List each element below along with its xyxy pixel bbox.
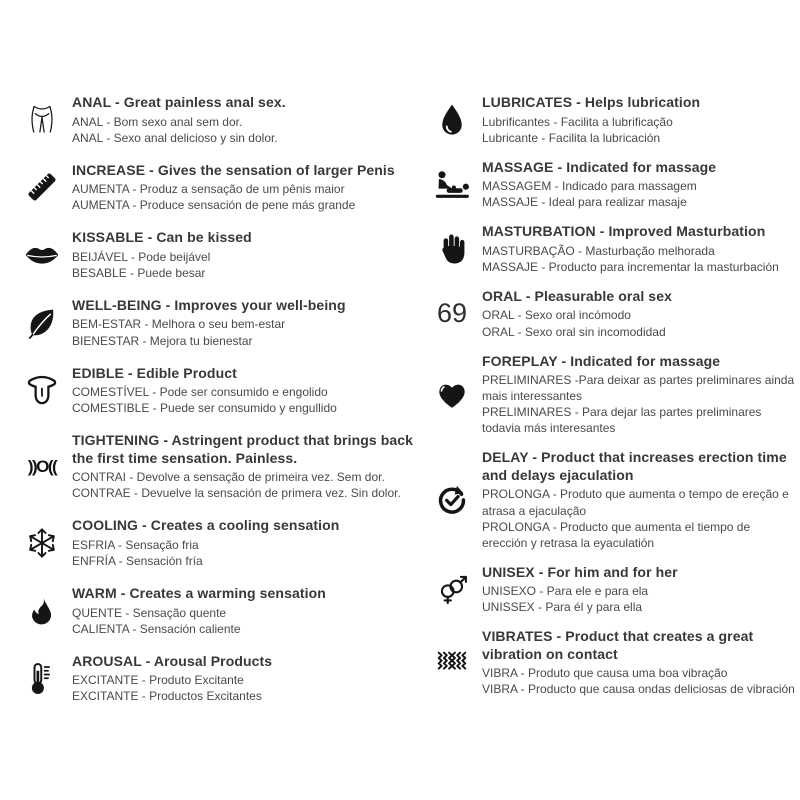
feature-subtitle-es: PRELIMINARES - Para dejar las partes preliminares todavia más interesantes: [482, 405, 762, 436]
hand-icon: [432, 233, 472, 265]
snowflake-icon: [22, 527, 62, 559]
feature-subtitle-es: MASSAJE - Ideal para realizar masaje: [482, 195, 687, 210]
feature-lubricates: [432, 94, 796, 146]
feature-subtitle-es: BIENESTAR - Mejora tu bienestar: [72, 333, 253, 348]
feature-subtitle-es: CONTRAE - Devuelve la sensación de primera vez. Sin dolor.: [72, 486, 401, 501]
sixty-nine-icon: [432, 300, 472, 327]
feature-subtitle-pt: ORAL - Sexo oral incómodo: [482, 308, 631, 323]
feature-title: DELAY - Product that increases erection time and delays ejaculation: [482, 449, 787, 483]
massage-icon: [432, 168, 472, 200]
feature-title: MASSAGE - Indicated for massage: [482, 158, 717, 175]
feature-subtitle-es: EXCITANTE - Productos Excitantes: [72, 689, 262, 704]
feature-subtitle-pt: CONTRAI - Devolve a sensação de primeira vez. Sem dor.: [72, 470, 385, 485]
sixty-nine-glyph: 69: [436, 298, 468, 329]
feature-foreplay: [432, 353, 796, 437]
right-column: [432, 94, 796, 711]
feature-tightening: [22, 432, 414, 501]
lips-icon: [22, 244, 62, 266]
feature-title: LUBRICATES - Helps lubrication: [482, 94, 701, 110]
feature-masturbation: [432, 223, 796, 275]
feature-subtitle-pt: UNISEXO - Para ele e para ela: [482, 584, 649, 599]
feature-subtitle-es: ENFRÍA - Sensación fría: [72, 554, 203, 569]
feature-subtitle-pt: PROLONGA - Produto que aumenta o tempo de ereção e atrasa a ejaculação: [482, 487, 789, 518]
feature-subtitle-es: BESABLE - Puede besar: [72, 265, 206, 280]
feature-title: WARM - Creates a warming sensation: [72, 585, 326, 602]
feature-delay: [432, 449, 796, 550]
heart-icon: [432, 380, 472, 410]
feature-anal: [22, 94, 414, 146]
feature-subtitle-es: MASSAJE - Producto para incrementar la masturbación: [482, 259, 779, 274]
feature-title: VIBRATES - Product that creates a great vibration on contact: [482, 628, 754, 662]
feature-edible: [22, 365, 414, 417]
feature-title: INCREASE - Gives the sensation of larger Penis: [72, 161, 395, 178]
feature-subtitle-es: CALIENTA - Sensación caliente: [72, 621, 241, 636]
feature-subtitle-pt: PRELIMINARES -Para deixar as partes preliminares ainda mais interessantes: [482, 373, 795, 404]
tongue-icon: [22, 374, 62, 406]
feature-subtitle-pt: AUMENTA - Produz a sensação de um pênis maior: [72, 182, 345, 197]
feature-title: COOLING - Creates a cooling sensation: [72, 517, 340, 534]
feature-title: TIGHTENING - Astringent product that brings back the first time sensation. Painless.: [72, 432, 414, 466]
tightening-icon: [22, 457, 62, 477]
feature-arousal: [22, 653, 414, 705]
feature-subtitle-pt: MASSAGEM - Indicado para massagem: [482, 179, 697, 194]
feature-warm: [22, 585, 414, 637]
droplet-icon: [432, 103, 472, 137]
delay-clock-icon: [432, 484, 472, 516]
feature-title: ORAL - Pleasurable oral sex: [482, 287, 672, 304]
feature-massage: [432, 159, 796, 211]
feature-title: WELL-BEING - Improves your well-being: [72, 296, 346, 313]
feature-title: EDIBLE - Edible Product: [72, 364, 237, 381]
feature-subtitle-pt: MASTURBAÇÃO - Masturbação melhorada: [482, 243, 715, 258]
feature-subtitle-es: UNISSEX - Para él y para ella: [482, 600, 643, 615]
tightening-glyph: ))O((: [27, 456, 57, 476]
left-column: [22, 94, 414, 720]
feature-increase: [22, 162, 414, 214]
feature-vibrates: [432, 628, 796, 697]
leaf-icon: [22, 307, 62, 339]
feature-unisex: [432, 564, 796, 616]
feature-subtitle-pt: BEIJÁVEL - Pode beijável: [72, 249, 211, 264]
feature-title: UNISEX - For him and for her: [482, 563, 678, 580]
feature-subtitle-pt: BEM-ESTAR - Melhora o seu bem-estar: [72, 317, 286, 332]
feature-subtitle-pt: ESFRIA - Sensação fria: [72, 537, 199, 552]
vibration-icon: [432, 648, 472, 678]
feature-subtitle-es: ANAL - Sexo anal delicioso y sin dolor.: [72, 130, 278, 145]
feature-cooling: [22, 517, 414, 569]
feature-subtitle-pt: ANAL - Bom sexo anal sem dor.: [72, 114, 243, 129]
feature-subtitle-es: Lubricante - Facilita la lubricación: [482, 130, 661, 145]
feature-well-being: [22, 297, 414, 349]
unisex-icon: [432, 574, 472, 606]
feature-title: AROUSAL - Arousal Products: [72, 652, 273, 669]
feature-subtitle-es: PROLONGA - Producto que aumenta el tiempo de erección y retrasa la eyaculatión: [482, 519, 751, 550]
feature-subtitle-es: AUMENTA - Produce sensación de pene más grande: [72, 198, 356, 213]
feature-oral: [432, 288, 796, 340]
panties-icon: [22, 103, 62, 137]
flame-icon: [22, 595, 62, 627]
feature-subtitle-pt: QUENTE - Sensação quente: [72, 605, 227, 620]
feature-subtitle-es: VIBRA - Producto que causa ondas deliciosas de vibración: [482, 682, 795, 697]
thermometer-icon: [22, 661, 62, 697]
feature-kissable: [22, 229, 414, 281]
feature-title: MASTURBATION - Improved Masturbation: [482, 223, 766, 240]
feature-subtitle-es: ORAL - Sexo oral sin incomodidad: [482, 324, 666, 339]
feature-subtitle-pt: COMESTÍVEL - Pode ser consumido e engolido: [72, 385, 328, 400]
feature-title: KISSABLE - Can be kissed: [72, 229, 252, 246]
ruler-icon: [22, 170, 62, 204]
feature-subtitle-pt: EXCITANTE - Produto Excitante: [72, 673, 244, 688]
feature-title: ANAL - Great painless anal sex.: [72, 94, 286, 110]
feature-subtitle-pt: VIBRA - Produto que causa uma boa vibração: [482, 666, 728, 681]
feature-subtitle-pt: Lubrificantes - Facilita a lubrificação: [482, 114, 673, 129]
feature-subtitle-es: COMESTIBLE - Puede ser consumido y engullido: [72, 401, 337, 416]
feature-title: FOREPLAY - Indicated for massage: [482, 352, 721, 369]
